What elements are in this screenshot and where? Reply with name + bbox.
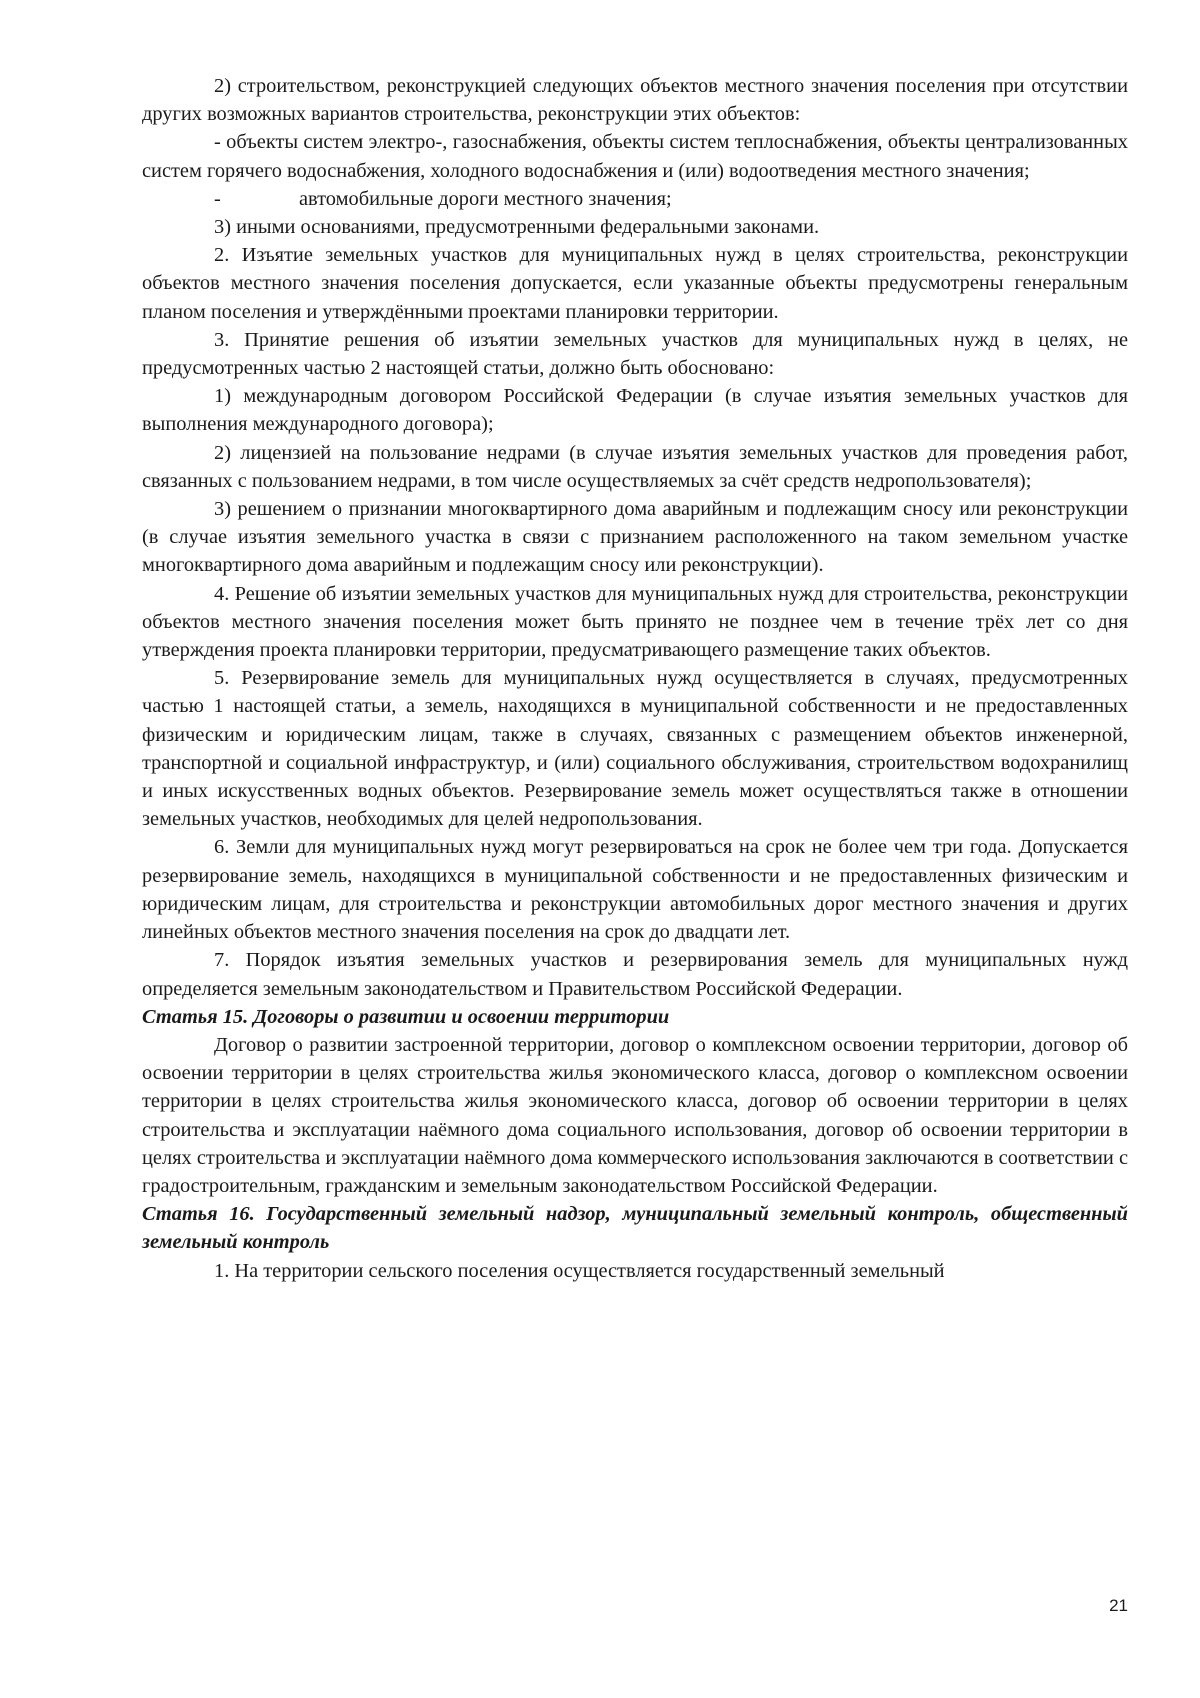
document-page xyxy=(142,72,1128,1285)
dash-marker: - xyxy=(214,187,221,210)
paragraph: 4. Решение об изъятии земельных участков для муниципальных нужд для строительства, реконструкции объектов местного значения поселения может быть принято не позднее чем в течение трёх лет со дня утверждения проекта планировки территории, предусматривающего размещение таких объектов. xyxy=(142,582,1128,662)
paragraph: 3) иными основаниями, предусмотренными федеральными законами. xyxy=(214,216,820,239)
paragraph: 5. Резервирование земель для муниципальных нужд осуществляется в случаях, предусмотренных частью 1 настоящей статьи, а земель, находящихся в муниципальной собственности и не предоставленных физическим и юридическим лицам, также в случаях, связанных с размещением объектов инженерной, транспортной и социальной инфраструктур, и (или) социального обслуживания, строительством водохранилищ и иных искусственных водных объектов. Резервирование земель может осуществляться также в отношении земельных участков, необходимых для целей недропользования. xyxy=(142,667,1128,831)
paragraph: 3) решением о признании многоквартирного дома аварийным и подлежащим сносу или реконструкции (в случае изъятия земельного участка в связи с признанием расположенного на таком земельном участке многоквартирного дома аварийным и подлежащим сносу или реконструкции). xyxy=(142,498,1128,577)
paragraph: 3. Принятие решения об изъятии земельных участков для муниципальных нужд в целях, не предусмотренных частью 2 настоящей статьи, должно быть обосновано: xyxy=(142,328,1128,380)
page-number: 21 xyxy=(1109,1596,1128,1615)
dash-list-item xyxy=(142,185,1128,213)
article-15-text: Договор о развитии застроенной территории, договор о комплексном освоении территории, договор об освоении территории в целях строительства жилья экономического класса, договор о комплексном освоении территории в целях строительства жилья экономического класса, договор об освоении территории в целях строительства и эксплуатации наёмного дома социального использования, договор об освоении территории в целях строительства и эксплуатации наёмного дома коммерческого использования заключаются в соответствии с градостроительным, гражданским и земельным законодательством Российской Федерации. xyxy=(142,1033,1128,1197)
paragraph: 2. Изъятие земельных участков для муниципальных нужд в целях строительства, реконструкции объектов местного значения поселения допускается, если указанные объекты предусмотрены генеральным планом поселения и утверждёнными проектами планировки территории. xyxy=(142,244,1128,323)
paragraph: - объекты систем электро-, газоснабжения, объекты систем теплоснабжения, объекты централизованных систем горячего водоснабжения, холодного водоснабжения и (или) водоотведения местного значения; xyxy=(142,131,1128,182)
article-15-heading: Статья 15. Договоры о развитии и освоении территории xyxy=(142,1005,670,1028)
paragraph: 2) строительством, реконструкцией следующих объектов местного значения поселения при отсутствии других возможных вариантов строительства, реконструкции этих объектов: xyxy=(142,75,1128,126)
paragraph: 7. Порядок изъятия земельных участков и резервирования земель для муниципальных нужд определяется земельным законодательством и Правительством Российской Федерации. xyxy=(142,949,1128,1000)
article-16-heading: Статья 16. Государственный земельный надзор, муниципальный земельный контроль, общественный земельный контроль xyxy=(142,1203,1128,1254)
paragraph: 2) лицензией на пользование недрами (в случае изъятия земельных участков для проведения работ, связанных с пользованием недрами, в том числе осуществляемых за счёт средств недропользователя); xyxy=(142,441,1128,492)
paragraph: 1) международным договором Российской Федерации (в случае изъятия земельных участков для выполнения международного договора); xyxy=(142,385,1128,436)
paragraph: 6. Земли для муниципальных нужд могут резервироваться на срок не более чем три года. Допускается резервирование земель, находящихся в муниципальной собственности и не предоставленных физическим и юридическим лицам, для строительства и реконструкции автомобильных дорог местного значения и других линейных объектов местного значения поселения на срок до двадцати лет. xyxy=(142,836,1128,944)
article-16-text: 1. На территории сельского поселения осуществляется государственный земельный xyxy=(214,1259,945,1282)
list-item-text: автомобильные дороги местного значения; xyxy=(299,187,672,210)
